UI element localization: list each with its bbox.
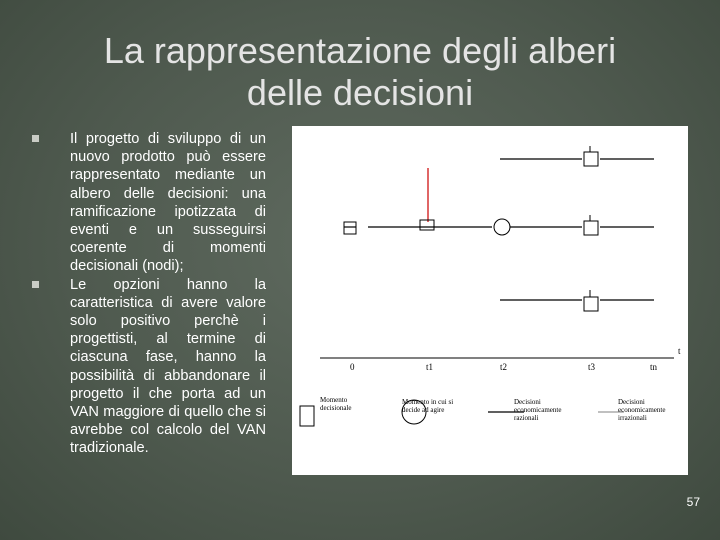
decision-node-square	[584, 221, 598, 235]
axis-tick-label: t2	[500, 362, 508, 372]
legend-label: Decisioni economicamente irrazionali	[618, 398, 666, 422]
axis-tick-label: t1	[426, 362, 434, 372]
decision-tree-diagram	[292, 126, 688, 475]
bullet-text: Il progetto di sviluppo di un nuovo prodotto può essere rappresentato mediante un albero delle decisioni: una ramificazione ipotizzata di eventi e un susseguirsi coerente di momenti decisionali (nodi);	[70, 131, 266, 275]
decision-node-square	[420, 220, 434, 230]
title-line-2: delle decisioni	[246, 72, 474, 113]
decision-node-square	[344, 222, 356, 234]
legend-square-icon	[300, 406, 314, 426]
bullet-text: Le opzioni hanno la caratteristica di avere valore solo positivo perchè i progettisti, al termine di ciascuna fase, hanno la possibilità di abbandonare il progetto il che porta ad un VAN maggiore di quello che si avrebbe col calcolo del VAN tradizionale.	[70, 276, 266, 457]
action-node-circle	[494, 219, 510, 235]
square-bullet-icon	[32, 281, 39, 288]
bullet-item	[30, 130, 266, 276]
page-number: 57	[686, 495, 700, 509]
decision-tree-figure	[292, 126, 688, 475]
bullet-item	[30, 276, 266, 458]
axis-tick-label: 0	[350, 362, 355, 372]
slide-title	[40, 30, 680, 114]
axis-tick-label: tn	[650, 362, 658, 372]
bullet-list	[30, 130, 266, 458]
legend-label: Momento in cui si decide ad agire	[402, 398, 454, 414]
decision-node-square	[584, 152, 598, 166]
square-bullet-icon	[32, 135, 39, 142]
decision-node-square	[584, 297, 598, 311]
legend-label: Momento decisionale	[320, 396, 352, 412]
axis-tick-label: t3	[588, 362, 596, 372]
legend-label: Decisioni economicamente razionali	[514, 398, 562, 422]
axis-end-label: t	[678, 346, 681, 356]
title-line-1: La rappresentazione degli alberi	[103, 30, 617, 71]
